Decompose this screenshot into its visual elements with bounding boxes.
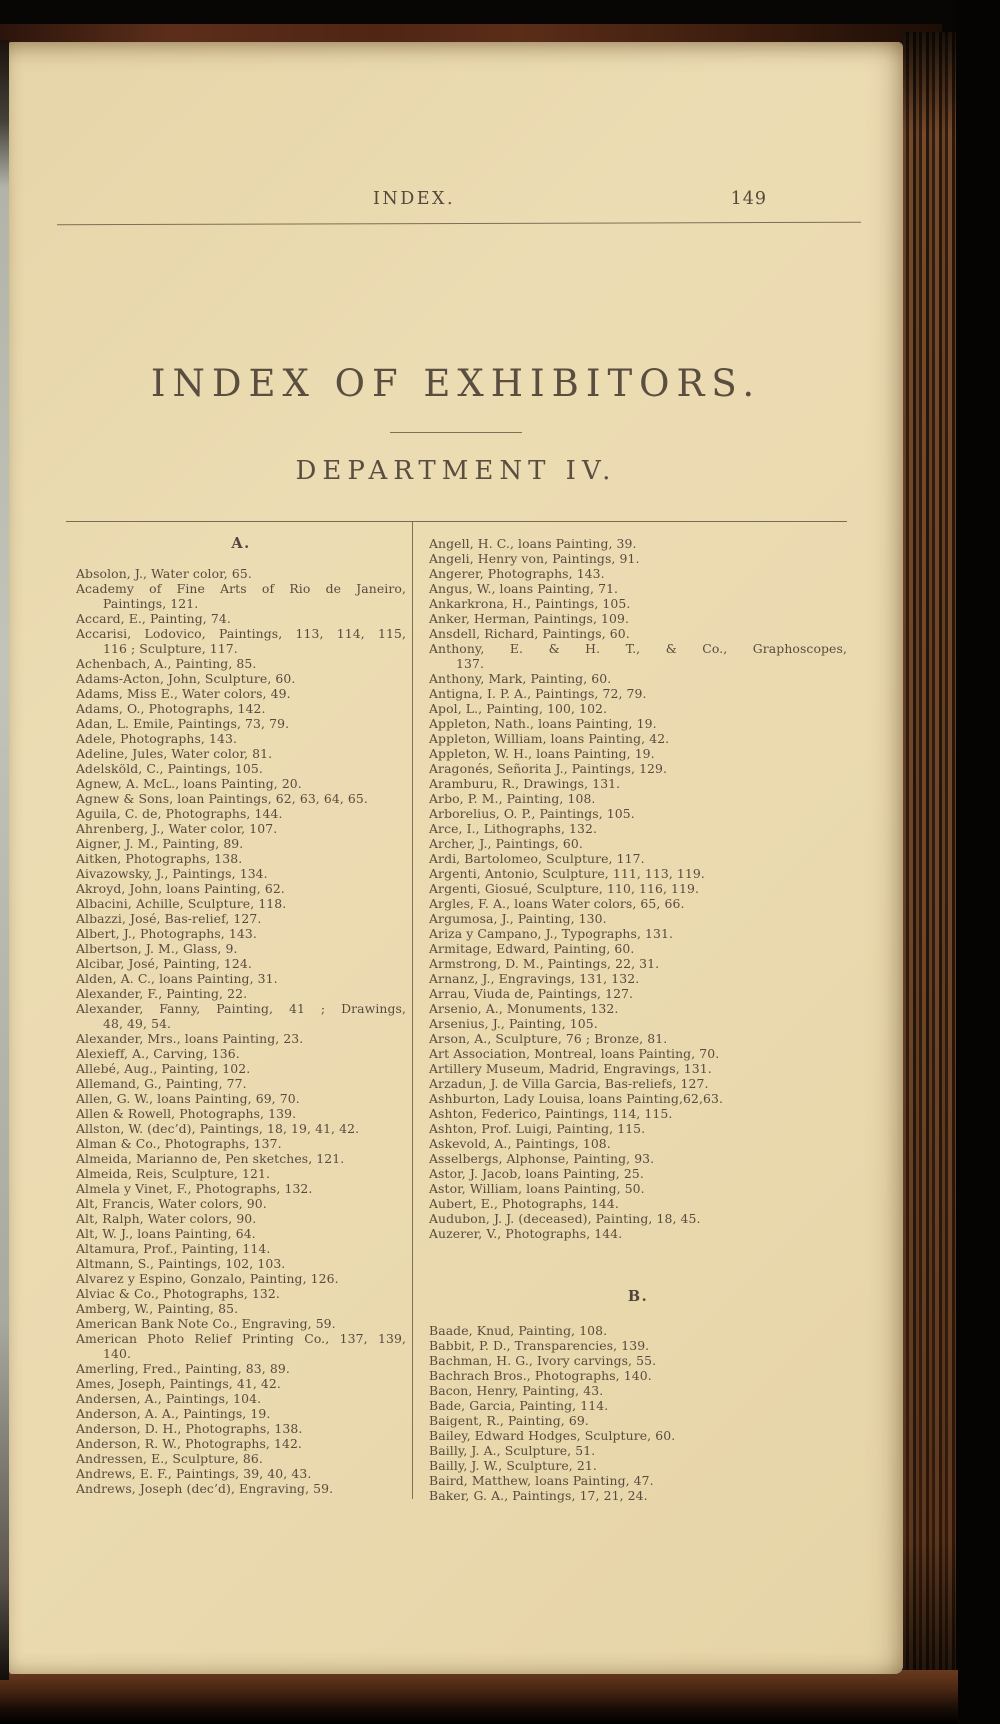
index-entry-line: Anderson, A. A., Paintings, 19. [76, 1406, 271, 1421]
index-entry-line: Bachrach Bros., Photographs, 140. [429, 1368, 652, 1383]
index-entry-line: Ankarkrona, H., Paintings, 105. [429, 596, 631, 611]
index-entry-line: Amerling, Fred., Painting, 83, 89. [76, 1361, 290, 1376]
index-entry-line: Albacini, Achille, Sculpture, 118. [76, 896, 287, 911]
index-entry-line: Achenbach, A., Painting, 85. [76, 656, 257, 671]
index-entry-line: 140. [103, 1346, 131, 1361]
index-entry-line: Askevold, A., Paintings, 108. [429, 1136, 611, 1151]
index-entry-line: Alviac & Co., Photographs, 132. [76, 1286, 280, 1301]
index-entry-line: Archer, J., Paintings, 60. [429, 836, 583, 851]
book-gutter-edge [0, 40, 9, 1680]
header-rule [57, 222, 861, 226]
index-columns [66, 521, 847, 1503]
index-entry-line: Agnew & Sons, loan Paintings, 62, 63, 64, 65. [76, 791, 368, 806]
index-entry-line: Alman & Co., Photographs, 137. [76, 1136, 282, 1151]
index-entry-line: Arnanz, J., Engravings, 131, 132. [429, 971, 640, 986]
index-entry-line: Arbo, P. M., Painting, 108. [429, 791, 596, 806]
index-entry-line: Academy of Fine Arts of Rio de Janeiro, [76, 581, 406, 596]
index-entry-line: Almeida, Marianno de, Pen sketches, 121. [76, 1151, 345, 1166]
index-entry-line: Anderson, D. H., Photographs, 138. [76, 1421, 303, 1436]
index-entry-line: Almela y Vinet, F., Photographs, 132. [76, 1181, 313, 1196]
book-page-edges [903, 32, 957, 1708]
index-entry-line: Audubon, J. J. (deceased), Painting, 18, 45. [429, 1211, 701, 1226]
index-entry-line: Allemand, G., Painting, 77. [76, 1076, 247, 1091]
index-entry-line: Alt, Francis, Water colors, 90. [76, 1196, 267, 1211]
index-entry-line: 137. [456, 656, 484, 671]
index-entry-line: Paintings, 121. [103, 596, 199, 611]
title-rule [390, 432, 522, 433]
entries-a-right [429, 536, 847, 1241]
index-entry-line: Alexander, Mrs., loans Painting, 23. [76, 1031, 304, 1046]
index-entry-line: Bade, Garcia, Painting, 114. [429, 1398, 609, 1413]
index-entry-line: Astor, William, loans Painting, 50. [429, 1181, 645, 1196]
index-entry-line: Bailey, Edward Hodges, Sculpture, 60. [429, 1428, 676, 1443]
index-entry-line: Allston, W. (dec’d), Paintings, 18, 19, 41, 42. [76, 1121, 360, 1136]
index-entry-line: Angeli, Henry von, Paintings, 91. [429, 551, 640, 566]
index-entry-line: Auzerer, V., Photographs, 144. [429, 1226, 623, 1241]
index-entry-line: Art Association, Montreal, loans Painting, 70. [429, 1046, 720, 1061]
index-entry-line: Baade, Knud, Painting, 108. [429, 1323, 608, 1338]
index-entry-line: Allen & Rowell, Photographs, 139. [76, 1106, 297, 1121]
index-entry-line: Anthony, E. & H. T., & Co., Graphoscopes, [429, 641, 847, 656]
index-entry-line: Adeline, Jules, Water color, 81. [76, 746, 273, 761]
scan-background [956, 0, 1000, 1724]
index-entry-line: Appleton, Nath., loans Painting, 19. [429, 716, 657, 731]
index-entry-line: Absolon, J., Water color, 65. [76, 566, 252, 581]
book-top-edge [0, 24, 942, 44]
index-entry-line: Arzadun, J. de Villa Garcia, Bas-reliefs, 127. [429, 1076, 709, 1091]
index-entry-line: Accarisi, Lodovico, Paintings, 113, 114, 115, [76, 626, 406, 641]
index-entry-line: Alexander, F., Painting, 22. [76, 986, 248, 1001]
index-entry-line: Aragonés, Señorita J., Paintings, 129. [429, 761, 668, 776]
index-entry-line: Adams, O., Photographs, 142. [76, 701, 266, 716]
running-title: INDEX. [372, 189, 456, 209]
index-entry-line: Alt, Ralph, Water colors, 90. [76, 1211, 257, 1226]
index-entry-line: Arrau, Viuda de, Paintings, 127. [429, 986, 634, 1001]
index-entry-line: 48, 49, 54. [103, 1016, 172, 1031]
index-entry-line: Albazzi, José, Bas-relief, 127. [76, 911, 262, 926]
index-entry-line: Albertson, J. M., Glass, 9. [76, 941, 238, 956]
index-entry-line: Accard, E., Painting, 74. [76, 611, 231, 626]
index-entry-line: Andressen, E., Sculpture, 86. [76, 1451, 263, 1466]
index-entry-line: Angell, H. C., loans Painting, 39. [429, 536, 637, 551]
index-entry-line: Antigna, I. P. A., Paintings, 72, 79. [429, 686, 647, 701]
index-entry-line: Altamura, Prof., Painting, 114. [76, 1241, 271, 1256]
index-entry-line: Babbit, P. D., Transparencies, 139. [429, 1338, 650, 1353]
index-entry-line: Argumosa, J., Painting, 130. [429, 911, 607, 926]
index-column-left [66, 522, 412, 1496]
index-entry-line: 116 ; Sculpture, 117. [103, 641, 238, 656]
index-entry-line: Alexieff, A., Carving, 136. [76, 1046, 240, 1061]
book-page [9, 42, 903, 1674]
index-entry-line: Alexander, Fanny, Painting, 41 ; Drawings, [76, 1001, 406, 1016]
index-entry-line: Angerer, Photographs, 143. [429, 566, 605, 581]
index-entry-line: Arce, I., Lithographs, 132. [429, 821, 598, 836]
index-entry-line: Ames, Joseph, Paintings, 41, 42. [76, 1376, 281, 1391]
index-entry-line: Astor, J. Jacob, loans Painting, 25. [429, 1166, 644, 1181]
index-entry-line: Adan, L. Emile, Paintings, 73, 79. [76, 716, 290, 731]
index-entry-line: American Bank Note Co., Engraving, 59. [76, 1316, 336, 1331]
index-entry-line: Aramburu, R., Drawings, 131. [429, 776, 621, 791]
index-entry-line: Baker, G. A., Paintings, 17, 21, 24. [429, 1488, 648, 1503]
index-entry-line: Bacon, Henry, Painting, 43. [429, 1383, 604, 1398]
index-entry-line: Argenti, Antonio, Sculpture, 111, 113, 119. [429, 866, 705, 881]
index-entry-line: Bailly, J. A., Sculpture, 51. [429, 1443, 596, 1458]
entries-b-right [429, 1323, 847, 1503]
index-entry-line: Adams, Miss E., Water colors, 49. [76, 686, 291, 701]
index-column-right [413, 522, 847, 1503]
index-entry-line: Allen, G. W., loans Painting, 69, 70. [76, 1091, 300, 1106]
index-entry-line: Bailly, J. W., Sculpture, 21. [429, 1458, 597, 1473]
index-entry-line: Amberg, W., Painting, 85. [76, 1301, 239, 1316]
index-entry-line: Aubert, E., Photographs, 144. [429, 1196, 619, 1211]
index-entry-line: Baigent, R., Painting, 69. [429, 1413, 589, 1428]
index-entry-line: Andrews, E. F., Paintings, 39, 40, 43. [76, 1466, 312, 1481]
index-entry-line: Arsenio, A., Monuments, 132. [429, 1001, 619, 1016]
entries-a-left [76, 566, 406, 1496]
index-entry-line: Artillery Museum, Madrid, Engravings, 131. [429, 1061, 712, 1076]
index-entry-line: Albert, J., Photographs, 143. [76, 926, 257, 941]
index-entry-line: Anderson, R. W., Photographs, 142. [76, 1436, 302, 1451]
index-entry-line: Baird, Matthew, loans Painting, 47. [429, 1473, 654, 1488]
index-entry-line: Allebé, Aug., Painting, 102. [76, 1061, 251, 1076]
index-entry-line: Aivazowsky, J., Paintings, 134. [76, 866, 268, 881]
index-entry-line: Arsenius, J., Painting, 105. [429, 1016, 598, 1031]
index-entry-line: Ardi, Bartolomeo, Sculpture, 117. [429, 851, 645, 866]
index-entry-line: Alvarez y Espino, Gonzalo, Painting, 126. [76, 1271, 339, 1286]
index-entry-line: American Photo Relief Printing Co., 137, 139, [76, 1331, 406, 1346]
index-entry-line: Ansdell, Richard, Paintings, 60. [429, 626, 630, 641]
index-entry-line: Adele, Photographs, 143. [76, 731, 237, 746]
index-entry-line: Appleton, William, loans Painting, 42. [429, 731, 670, 746]
section-heading-a: A. [231, 535, 251, 552]
index-entry-line: Aguila, C. de, Photographs, 144. [76, 806, 283, 821]
index-entry-line: Altmann, S., Paintings, 102, 103. [76, 1256, 286, 1271]
book-bottom-edge [0, 1670, 958, 1724]
index-entry-line: Akroyd, John, loans Painting, 62. [76, 881, 285, 896]
index-entry-line: Armitage, Edward, Painting, 60. [429, 941, 635, 956]
index-entry-line: Appleton, W. H., loans Painting, 19. [429, 746, 655, 761]
department-subtitle: DEPARTMENT IV. [295, 456, 617, 486]
index-entry-line: Andrews, Joseph (dec’d), Engraving, 59. [76, 1481, 334, 1496]
index-entry-line: Alden, A. C., loans Painting, 31. [76, 971, 278, 986]
index-entry-line: Alcibar, José, Painting, 124. [76, 956, 252, 971]
index-entry-line: Ashburton, Lady Louisa, loans Painting,62,63. [429, 1091, 724, 1106]
index-entry-line: Ariza y Campano, J., Typographs, 131. [429, 926, 674, 941]
index-entry-line: Bachman, H. G., Ivory carvings, 55. [429, 1353, 657, 1368]
index-entry-line: Aigner, J. M., Painting, 89. [76, 836, 244, 851]
index-entry-line: Anker, Herman, Paintings, 109. [429, 611, 630, 626]
page-number: 149 [730, 189, 767, 209]
index-entry-line: Arson, A., Sculpture, 76 ; Bronze, 81. [429, 1031, 668, 1046]
index-entry-line: Asselbergs, Alphonse, Painting, 93. [429, 1151, 655, 1166]
index-entry-line: Ashton, Federico, Paintings, 114, 115. [429, 1106, 673, 1121]
index-entry-line: Andersen, A., Paintings, 104. [76, 1391, 262, 1406]
index-entry-line: Apol, L., Painting, 100, 102. [429, 701, 608, 716]
index-entry-line: Argenti, Giosué, Sculpture, 110, 116, 119. [429, 881, 700, 896]
index-entry-line: Adams-Acton, John, Sculpture, 60. [76, 671, 296, 686]
index-entry-line: Armstrong, D. M., Paintings, 22, 31. [429, 956, 660, 971]
index-entry-line: Almeida, Reis, Sculpture, 121. [76, 1166, 270, 1181]
index-entry-line: Anthony, Mark, Painting, 60. [429, 671, 612, 686]
page-title: INDEX OF EXHIBITORS. [150, 362, 762, 405]
index-entry-line: Aitken, Photographs, 138. [76, 851, 243, 866]
index-entry-line: Adelsköld, C., Paintings, 105. [76, 761, 263, 776]
section-heading-b: B. [627, 1288, 649, 1305]
index-entry-line: Ashton, Prof. Luigi, Painting, 115. [429, 1121, 646, 1136]
index-entry-line: Argles, F. A., loans Water colors, 65, 66. [429, 896, 685, 911]
index-entry-line: Angus, W., loans Painting, 71. [429, 581, 619, 596]
index-entry-line: Agnew, A. McL., loans Painting, 20. [76, 776, 302, 791]
index-entry-line: Arborelius, O. P., Paintings, 105. [429, 806, 635, 821]
index-entry-line: Alt, W. J., loans Painting, 64. [76, 1226, 256, 1241]
index-entry-line: Ahrenberg, J., Water color, 107. [76, 821, 278, 836]
